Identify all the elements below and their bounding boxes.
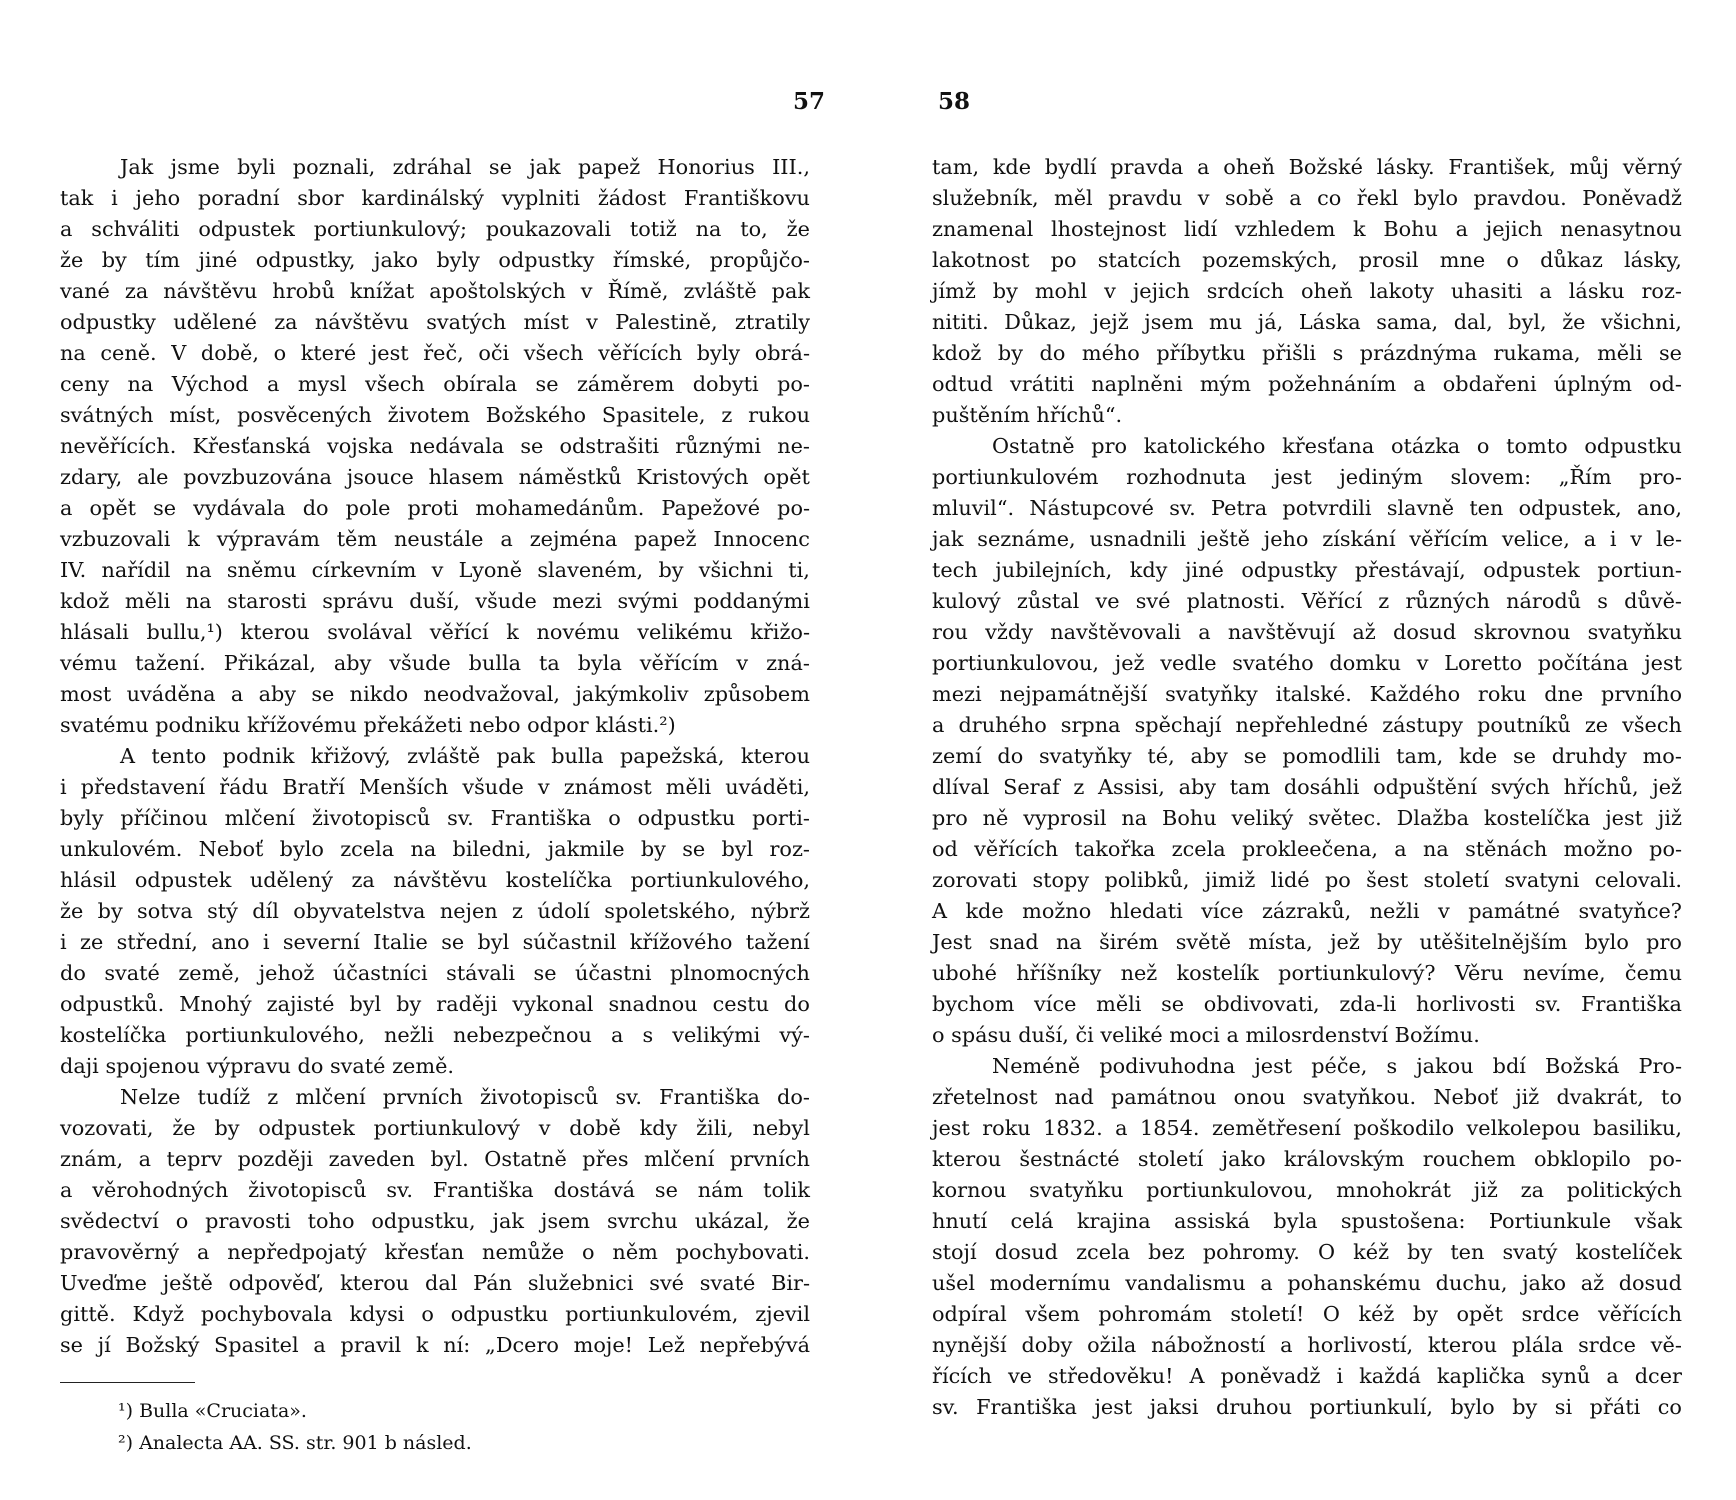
text-line: zdary, ale povzbuzována jsouce hlasem náměstků Kristových opět (60, 465, 810, 489)
text-line: A kde možno hledati více zázraků, nežli v památné svatyňce? (932, 899, 1682, 923)
text-line: o spásu duší, či veliké moci a milosrdenství Božímu. (932, 1023, 1480, 1047)
body-text (932, 152, 1682, 1423)
text-line: i představení řádu Bratří Menších všude v známost měli uváděti, (60, 775, 810, 799)
text-line: Jak jsme byli poznali, zdráhal se jak papež Honorius III., (120, 155, 810, 179)
text-line: dlíval Seraf z Assisi, aby tam dosáhli odpuštění svých hříchů, jež (932, 775, 1682, 799)
text-line: ceny na Východ a mysl všech obírala se záměrem dobyti po- (60, 372, 810, 396)
text-line: hlásali bullu,¹) kterou svolával věřící k novému velikému křižo- (60, 620, 810, 644)
footnote-divider (60, 1382, 195, 1383)
text-line: služebník, měl pravdu v sobě a co řekl bylo pravdou. Poněvadž (932, 186, 1682, 210)
text-line: odtud vrátiti naplněni mým požehnáním a obdařeni úplným od- (932, 372, 1682, 396)
text-line: Ostatně pro katolického křesťana otázka o tomto odpustku (992, 434, 1682, 458)
text-line: most uváděna a aby se nikdo neodvažoval, jakýmkoliv způsobem (60, 682, 810, 706)
text-line: jest roku 1832. a 1854. zemětřesení poškodilo velkolepou basiliku, (932, 1116, 1682, 1140)
text-line: řících ve středověku! A poněvadž i každá kaplička synů a dcer (932, 1364, 1682, 1388)
text-line: od věřících takořka zcela prokleečena, a na stěnách možno po- (932, 837, 1682, 861)
text-line: tam, kde bydlí pravda a oheň Božské lásky. František, můj věrný (932, 155, 1682, 179)
text-line: do svaté země, jehož účastníci stávali se účastni plnomocných (60, 961, 810, 985)
text-line: nevěřících. Křesťanská vojska nedávala se odstrašiti různými ne- (60, 434, 810, 458)
text-line: vozovati, že by odpustek portiunkulový v době kdy žili, nebyl (60, 1116, 810, 1140)
text-line: a schváliti odpustek portiunkulový; poukazovali totiž na to, že (60, 217, 810, 241)
text-line: IV. nařídil na sněmu církevním v Lyoně slaveném, by všichni ti, (60, 558, 810, 582)
text-line: hnutí celá krajina assiská byla spustošena: Portiunkule však (932, 1209, 1682, 1233)
text-line: daji spojenou výpravu do svaté země. (60, 1054, 454, 1078)
text-line: portiunkulovou, jež vedle svatého domku v Loretto počítána jest (932, 651, 1682, 675)
text-line: se jí Božský Spasitel a pravil k ní: „Dcero moje! Lež nepřebývá (60, 1333, 810, 1357)
text-line: kdož by do mého příbytku přišli s prázdnýma rukama, měli se (932, 341, 1682, 365)
text-line: gittě. Když pochybovala kdysi o odpustku portiunkulovém, zjevil (60, 1302, 810, 1326)
text-line: odpustky udělené za návštěvu svatých míst v Palestině, ztratily (60, 310, 810, 334)
footnotes (118, 1395, 472, 1459)
text-line: mluvil“. Nástupcové sv. Petra potvrdili slavně ten odpustek, ano, (932, 496, 1682, 520)
text-line: svědectví o pravosti toho odpustku, jak jsem svrchu ukázal, že (60, 1209, 810, 1233)
text-line: že by tím jiné odpustky, jako byly odpustky římské, propůjčo- (60, 248, 810, 272)
text-line: znám, a teprv později zaveden byl. Ostatně přes mlčení prvních (60, 1147, 810, 1171)
text-line: bychom více měli se obdivovati, zda-li horlivosti sv. Františka (932, 992, 1682, 1016)
text-line: tech jubilejních, kdy jiné odpustky přestávají, odpustek portiun- (932, 558, 1682, 582)
text-line: Neméně podivuhodna jest péče, s jakou bdí Božská Pro- (992, 1054, 1682, 1078)
text-line: zorovati stopy polibků, jimiž lidé po šest století svatyni celovali. (932, 868, 1682, 892)
text-line: lakotnost po statcích pozemských, prosil mne o důkaz lásky, (932, 248, 1682, 272)
text-line: a druhého srpna spěchají nepřehledné zástupy poutníků ze všech (932, 713, 1682, 737)
text-line: Uveďme ještě odpověď, kterou dal Pán služebnici své svaté Bir- (60, 1271, 810, 1295)
text-line: na ceně. V době, o které jest řeč, oči všech věřících byly obrá- (60, 341, 810, 365)
text-line: byly příčinou mlčení životopisců sv. Františka o odpustku porti- (60, 806, 810, 830)
text-line: hlásil odpustek udělený za návštěvu kostelíčka portiunkulového, (60, 868, 810, 892)
text-line: Nelze tudíž z mlčení prvních životopisců sv. Františka do- (120, 1085, 810, 1109)
text-line: kornou svatyňku portiunkulovou, mnohokrát již za politických (932, 1178, 1682, 1202)
footnote: ²) Analecta AA. SS. str. 901 b násled. (118, 1432, 472, 1454)
text-line: svátných míst, posvěcených životem Božského Spasitele, z rukou (60, 403, 810, 427)
text-line: jak seznáme, usnadnili ještě jeho získání věřícím velice, a i v le- (932, 527, 1682, 551)
text-line: kostelíčka portiunkulového, nežli nebezpečnou a s velikými vý- (60, 1023, 810, 1047)
text-line: odpustků. Mnohý zajisté byl by raději vykonal snadnou cestu do (60, 992, 810, 1016)
text-line: portiunkulovém rozhodnuta jest jediným slovem: „Řím pro- (932, 465, 1682, 489)
text-line: jímž by mohl v jejich srdcích oheň lakoty uhasiti a lásku roz- (932, 279, 1682, 303)
text-line: ubohé hříšníky než kostelík portiunkulový? Věru nevíme, čemu (932, 961, 1682, 985)
text-line: A tento podnik křižový, zvláště pak bulla papežská, kterou (120, 744, 810, 768)
text-line: stojí dosud zcela bez pohromy. O kéž by ten svatý kostelíček (932, 1240, 1682, 1264)
text-line: nynější doby ožila nábožností a horlivostí, kterou plála srdce vě- (932, 1333, 1682, 1357)
text-line: vému tažení. Přikázal, aby všude bulla ta byla věřícím v zná- (60, 651, 810, 675)
footnote: ¹) Bulla «Cruciata». (118, 1400, 307, 1422)
text-line: svatému podniku křížovému překážeti nebo odpor klásti.²) (60, 713, 676, 737)
text-line: odpíral všem pohromám století! O kéž by opět srdce věřících (932, 1302, 1682, 1326)
text-line: vzbuzovali k výpravám těm neustále a zejména papež Innocenc (60, 527, 810, 551)
text-line: sv. Františka jest jaksi druhou portiunkulí, bylo by si přáti co (932, 1395, 1682, 1419)
text-line: a opět se vydávala do pole proti mohamedánům. Papežové po- (60, 496, 810, 520)
text-line: a věrohodných životopisců sv. Františka dostává se nám tolik (60, 1178, 810, 1202)
text-line: puštěním hříchů“. (932, 403, 1123, 427)
text-line: kdož měli na starosti správu duší, všude mezi svými poddanými (60, 589, 810, 613)
page-number: 58 (938, 88, 971, 115)
text-line: zemí do svatyňky té, aby se pomodlili tam, kde se druhdy mo- (932, 744, 1682, 768)
text-line: ušel modernímu vandalismu a pohanskému duchu, jako až dosud (932, 1271, 1682, 1295)
text-line: nititi. Důkaz, jejž jsem mu já, Láska sama, dal, byl, že všichni, (932, 310, 1682, 334)
text-line: rou vždy navštěvovali a navštěvují až dosud skrovnou svatyňku (932, 620, 1682, 644)
text-line: znamenal lhostejnost lidí vzhledem k Bohu a jejich nenasytnou (932, 217, 1682, 241)
text-line: že by sotva stý díl obyvatelstva nejen z údolí spoletského, nýbrž (60, 899, 810, 923)
text-line: i ze střední, ano i severní Italie se byl súčastnil křížového tažení (60, 930, 810, 954)
right-page (868, 0, 1736, 1500)
text-line: Jest snad na širém světě místa, jež by utěšitelnějším bylo pro (932, 930, 1682, 954)
text-line: kulový zůstal ve své platnosti. Věřící z různých národů s důvě- (932, 589, 1682, 613)
text-line: unkulovém. Neboť bylo zcela na biledni, jakmile by se byl roz- (60, 837, 810, 861)
text-line: zřetelnost nad památnou onou svatyňkou. Neboť již dvakrát, to (932, 1085, 1682, 1109)
text-line: pro ně vyprosil na Bohu veliký světec. Dlažba kostelíčka jest již (932, 806, 1682, 830)
text-line: pravověrný a nepředpojatý křesťan nemůže o něm pochybovati. (60, 1240, 810, 1264)
text-line: tak i jeho poradní sbor kardinálský vyplniti žádost Františkovu (60, 186, 810, 210)
text-line: kterou šestnácté století jako královským rouchem obklopilo po- (932, 1147, 1682, 1171)
body-text (60, 152, 810, 1361)
page-number: 57 (793, 88, 826, 115)
text-line: vané za návštěvu hrobů knížat apoštolských v Římě, zvláště pak (60, 279, 810, 303)
text-line: mezi nejpamátnější svatyňky italské. Každého roku dne prvního (932, 682, 1682, 706)
